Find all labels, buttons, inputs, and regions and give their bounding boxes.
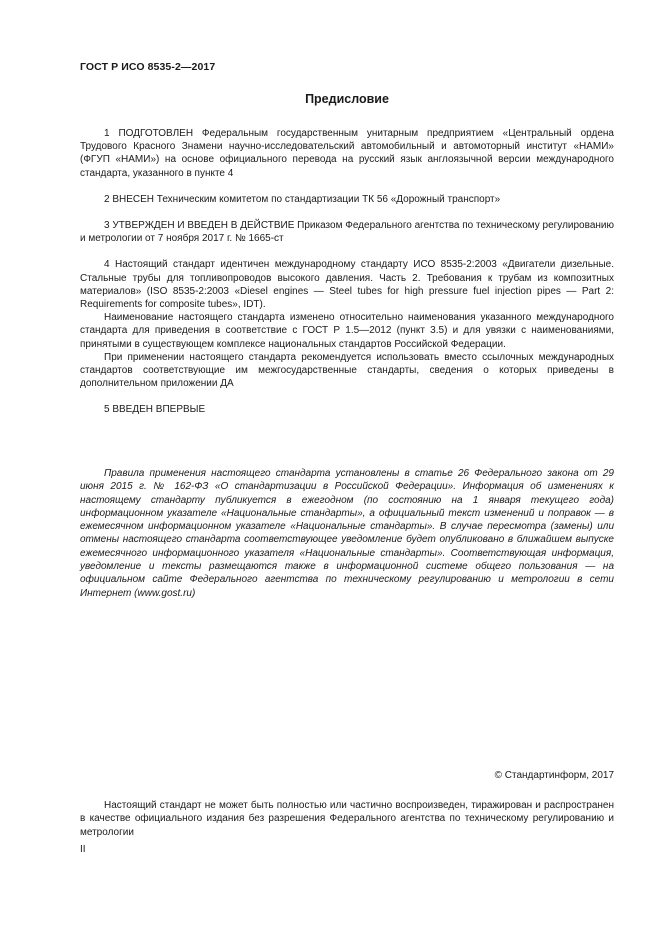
section-3: 3 УТВЕРЖДЕН И ВВЕДЕН В ДЕЙСТВИЕ Приказом Федерального агентства по техническому регулированию и метрологии от 7 ноября 2017 г. № 1665-ст [80, 220, 614, 245]
section-4-paragraph-2: Наименование настоящего стандарта изменено относительно наименования указанного международного стандарта для приведения в соответствие с ГОСТ Р 1.5—2012 (пункт 3.5) и для увязки с наименованиями, принятыми в существующем комплексе национальных стандартов Российской Федерации. [80, 312, 614, 350]
page-title: Предисловие [305, 92, 389, 106]
document-code: ГОСТ Р ИСО 8535-2—2017 [80, 61, 216, 73]
section-4-paragraph-1: 4 Настоящий стандарт идентичен международному стандарту ИСО 8535-2:2003 «Двигатели дизельные. Стальные трубы для топливопроводов высокого давления. Часть 2. Требования к трубам из композитных материалов» (ISO 8535-2:2003 «Diesel engines — Steel tubes for high pressure fuel injection pipes — Part 2: Requirements for composite tubes», IDT). [80, 259, 614, 311]
section-4-paragraph-3: При применении настоящего стандарта рекомендуется использовать вместо ссылочных международных стандартов соответствующие им межгосударственные стандарты, сведения о которых приведены в дополнительном приложении ДА [80, 351, 614, 390]
foreword-body [80, 127, 614, 417]
section-5: 5 ВВЕДЕН ВПЕРВЫЕ [104, 404, 206, 416]
section-2: 2 ВНЕСЕН Техническим комитетом по стандартизации ТК 56 «Дорожный транспорт» [104, 193, 501, 205]
reproduction-notice-text: Настоящий стандарт не может быть полностью или частично воспроизведен, тиражирован и распространен в качестве официального издания без разрешения Федерального агентства по техническому регулированию и метрологии [80, 800, 614, 838]
copyright: © Стандартинформ, 2017 [494, 770, 614, 781]
section-1: 1 ПОДГОТОВЛЕН Федеральным государственным унитарным предприятием «Центральный ордена Трудового Красного Знамени научно-исследовательский автомобильный и автомоторный институт «НАМИ» (ФГУП «НАМИ») на основе официального перевода на русский язык англоязычной версии международного стандарта, указанного в пункте 4 [80, 128, 614, 179]
page-number: II [80, 844, 86, 855]
application-rules-note [80, 467, 614, 600]
note-text: Правила применения настоящего стандарта установлены в статье 26 Федерального закона от 29 июня 2015 г. № 162-ФЗ «О стандартизации в Российской Федерации». Информация об изменениях к настоящему стандарту публикуется в ежегодном (по состоянию на 1 января текущего года) информационном указателе «Национальные стандарты», а официальный текст изменений и поправок — в ежемесячном информационном указателе «Национальные стандарты». В случае пересмотра (замены) или отмены настоящего стандарта соответствующее уведомление будет опубликовано в ближайшем выпуске ежемесячного информационного указателя «Национальные стандарты». Соответствующая информация, уведомление и тексты размещаются также в информационной системе общего пользования — на официальном сайте Федерального агентства по техническому регулированию и метрологии в сети Интернет (www.gost.ru) [80, 468, 614, 599]
reproduction-notice [80, 799, 614, 839]
